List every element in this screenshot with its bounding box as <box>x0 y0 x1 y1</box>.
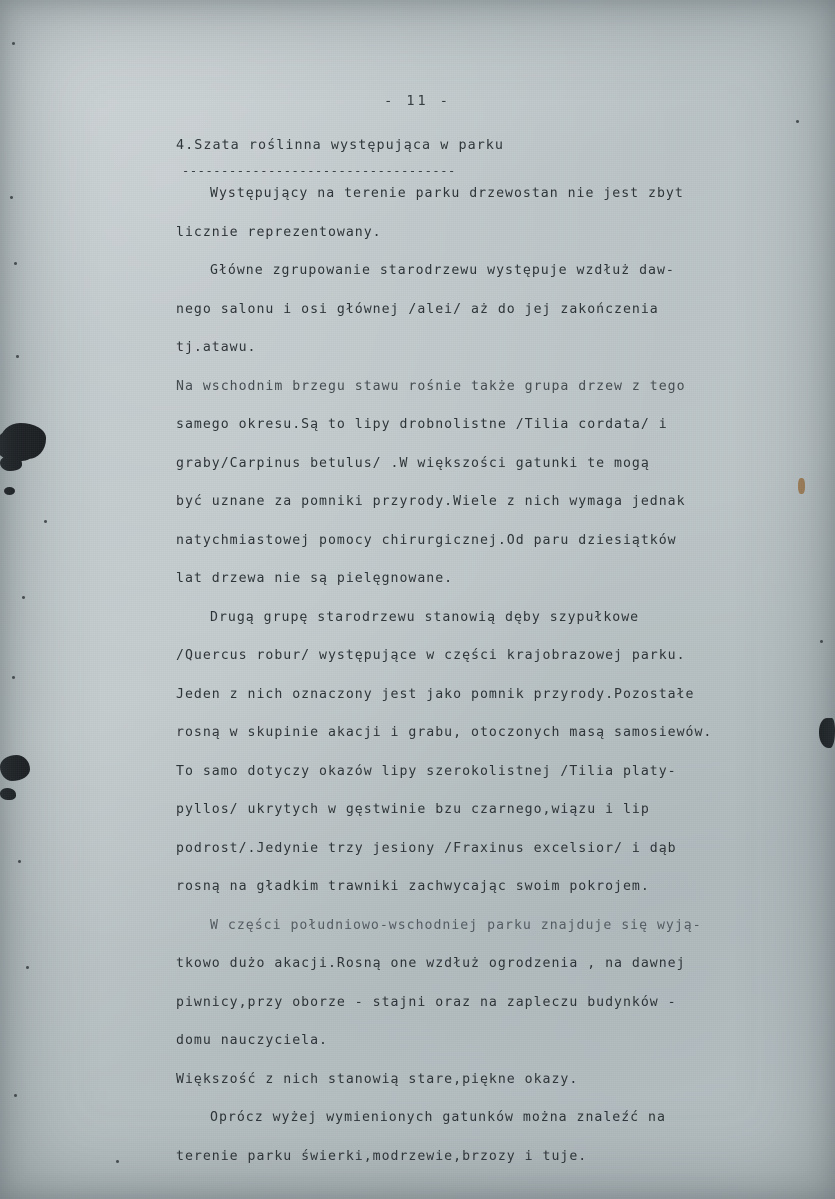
text-line: To samo dotyczy okazów lipy szerokolistnej /Tilia platy- <box>176 763 677 779</box>
text-line: terenie parku świerki,modrzewie,brzozy i tuje. <box>176 1148 588 1164</box>
paragraph-5 <box>176 637 796 907</box>
body-text <box>176 175 796 1176</box>
text-line: pyllos/ ukrytych w gęstwinie bzu czarnego,wiązu i lip <box>176 802 650 817</box>
text-line: Na wschodnim brzegu stawu rośnie także grupa drzew z tego <box>176 378 686 394</box>
text-line: W części południowo-wschodniej parku znajduje się wyją- <box>210 917 702 933</box>
heading-underline-rule: ----------------------------------- <box>182 164 456 178</box>
paragraph-4 <box>176 599 796 638</box>
text-line: /Quercus robur/ występujące w części krajobrazowej parku. <box>176 648 686 663</box>
text-line: Jeden z nich oznaczony jest jako pomnik przyrody.Pozostałe <box>176 686 695 702</box>
text-line: być uznane za pomniki przyrody.Wiele z nich wymaga jednak <box>176 494 686 509</box>
paragraph-1 <box>176 175 796 252</box>
text-line: rosną na gładkim trawniki zachwycając swoim pokrojem. <box>176 879 650 894</box>
text-line: rosną w skupinie akacji i grabu, otoczonych masą samosiewów. <box>176 725 713 740</box>
paragraph-3 <box>176 368 796 599</box>
paragraph-7 <box>176 945 796 1099</box>
text-line: samego okresu.Są to lipy drobnolistne /Tilia cordata/ i <box>176 417 668 432</box>
paragraph-8 <box>176 1099 796 1138</box>
page-number: - 11 - <box>384 93 451 109</box>
text-line: tj.atawu. <box>176 340 257 355</box>
text-line: graby/Carpinus betulus/ .W większości gatunki te mogą <box>176 455 650 471</box>
paragraph-6 <box>176 907 796 946</box>
text-line: lat drzewa nie są pielęgnowane. <box>176 571 454 586</box>
text-line: podrost/.Jedynie trzy jesiony /Fraxinus excelsior/ i dąb <box>176 840 677 856</box>
section-heading: 4.Szata roślinna występująca w parku <box>176 138 505 153</box>
text-line: Występujący na terenie parku drzewostan nie jest zbyt <box>210 186 684 201</box>
text-line: nego salonu i osi głównej /alei/ aż do jej zakończenia <box>176 301 659 317</box>
text-line: tkowo dużo akacji.Rosną one wzdłuż ogrodzenia , na dawnej <box>176 956 686 971</box>
text-line: Główne zgrupowanie starodrzewu występuje wzdłuż daw- <box>210 263 675 278</box>
paragraph-2 <box>176 252 796 368</box>
text-line: Większość z nich stanowią stare,piękne okazy. <box>176 1071 579 1087</box>
text-line: piwnicy,przy oborze - stajni oraz na zapleczu budynków - <box>176 994 677 1010</box>
text-line: domu nauczyciela. <box>176 1033 328 1048</box>
text-line: Drugą grupę starodrzewu stanowią dęby szypułkowe <box>210 609 640 625</box>
paragraph-9 <box>176 1138 796 1177</box>
text-line: natychmiastowej pomocy chirurgicznej.Od paru dziesiątków <box>176 532 677 548</box>
text-line: licznie reprezentowany. <box>176 224 382 240</box>
text-line: Oprócz wyżej wymienionych gatunków można znaleźć na <box>210 1110 666 1125</box>
